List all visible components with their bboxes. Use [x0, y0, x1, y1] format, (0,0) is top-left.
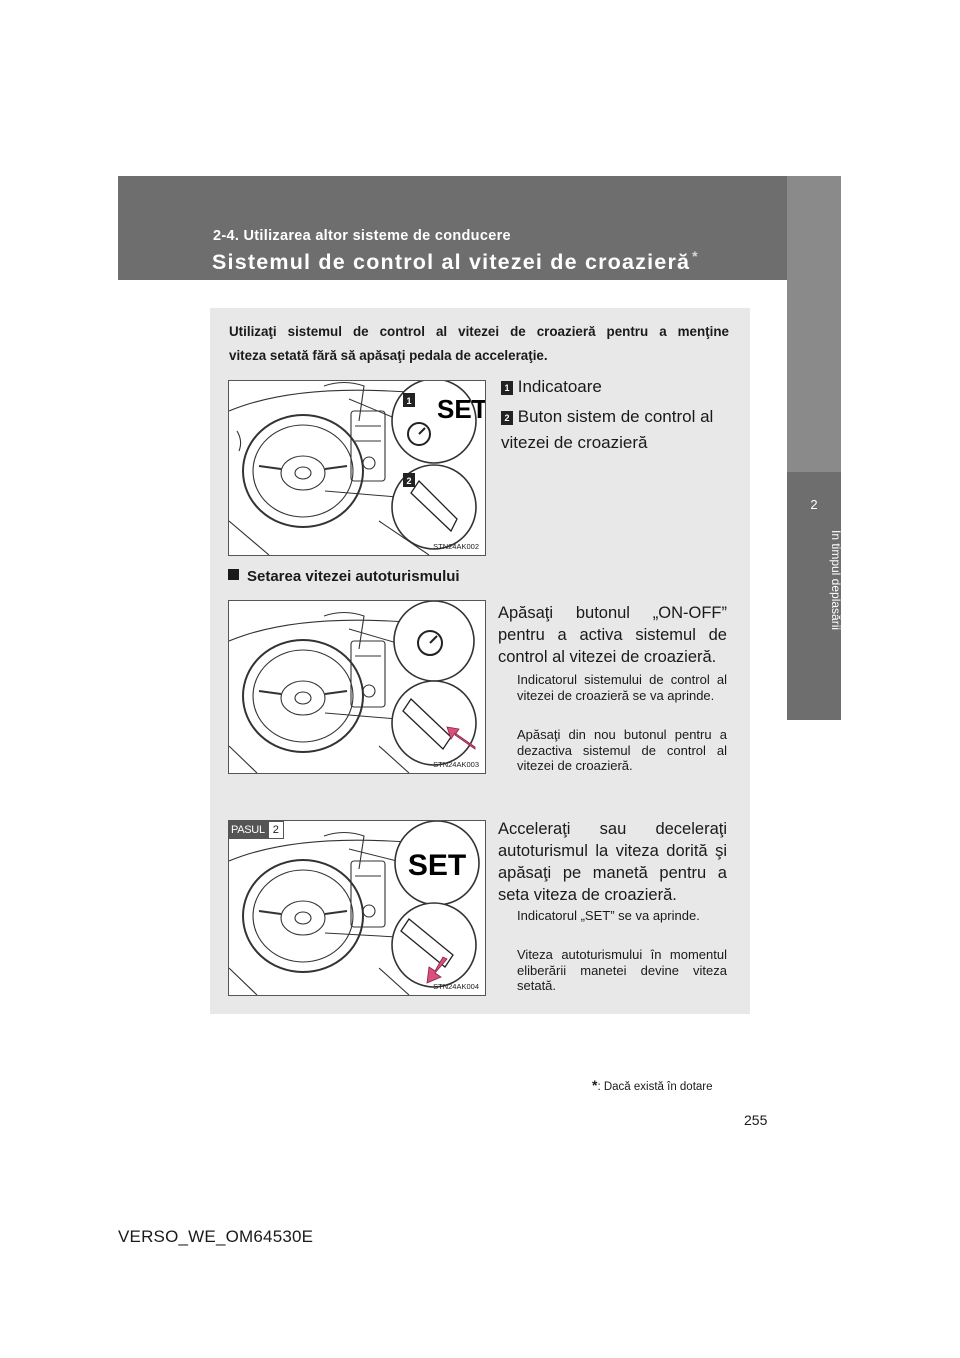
legend-number-1: 1 [501, 381, 513, 395]
legend-item-1 [501, 377, 602, 397]
subsection-title: Setarea vitezei autoturismului [247, 568, 460, 585]
legend-text-1: Indicatoare [517, 377, 602, 396]
step-2-note-1: Indicatorul „SET” se va aprinde. [517, 908, 700, 923]
step-1-note-2: Apăsaţi din nou butonul pentru a dezactiva sistemul de control al vitezei de croazieră. [517, 727, 727, 773]
step2-illustration [229, 821, 485, 995]
step-1-instruction: Apăsaţi butonul „ON-OFF” pentru a activa sistemul de control al vitezei de croazieră. [498, 604, 727, 666]
footnote-text: : Dacă există în dotare [597, 1081, 713, 1093]
availability-mark: * [692, 248, 699, 264]
set-indicator-label: SET [407, 849, 467, 882]
intro-line-2: viteza setată fără să apăsaţi pedala de acceleraţie. [229, 348, 548, 363]
figure-code: STN24AK003 [433, 760, 479, 769]
sidebar-strip [787, 176, 841, 472]
footnote [592, 1077, 713, 1093]
figure-code: STN24AK004 [433, 982, 479, 991]
figure-step-1 [228, 600, 486, 774]
page-title-text: Sistemul de control al vitezei de croazieră [212, 250, 691, 275]
section-heading: 2-4. Utilizarea altor sisteme de conducere [213, 228, 511, 244]
legend-item-2 [501, 404, 727, 456]
square-bullet-icon [228, 569, 239, 580]
legend-text-2: Buton sistem de control al vitezei de croazieră [501, 407, 714, 452]
step-2-note-2: Viteza autoturismului în momentul eliberării manetei devine viteza setată. [517, 947, 727, 993]
figure-code: STN24AK002 [433, 542, 479, 551]
callout-number-1: 1 [406, 396, 412, 406]
indicator-callout [394, 601, 474, 681]
chapter-label: În timpul deplasării [829, 530, 843, 631]
set-indicator-label: SET [437, 394, 485, 424]
step-badge-2 [228, 821, 284, 839]
figure-overview [228, 380, 486, 556]
asterisk-icon: * [592, 1077, 598, 1093]
subsection-heading [228, 568, 460, 585]
step-label: PASUL [228, 821, 268, 839]
document-code: VERSO_WE_OM64530E [118, 1227, 314, 1246]
callout-number-2: 2 [406, 476, 412, 486]
chapter-number: 2 [810, 497, 818, 512]
figure-step-2 [228, 820, 486, 996]
page-number: 255 [744, 1112, 768, 1128]
legend-number-2: 2 [501, 411, 513, 425]
step1-illustration [229, 601, 485, 773]
step-1-note-1: Indicatorul sistemului de control al vitezei de croazieră se va aprinde. [517, 672, 727, 703]
intro-line-1: Utilizaţi sistemul de control al vitezei de croazieră pentru a menţine [229, 324, 729, 339]
cockpit-illustration [229, 381, 485, 555]
step-number: 2 [268, 821, 284, 839]
step-2-instruction: Acceleraţi sau deceleraţi autoturismul la viteza dorită şi apăsaţi pe manetă pentru a seta viteza de croazieră. [498, 820, 727, 904]
page-title [212, 248, 699, 275]
